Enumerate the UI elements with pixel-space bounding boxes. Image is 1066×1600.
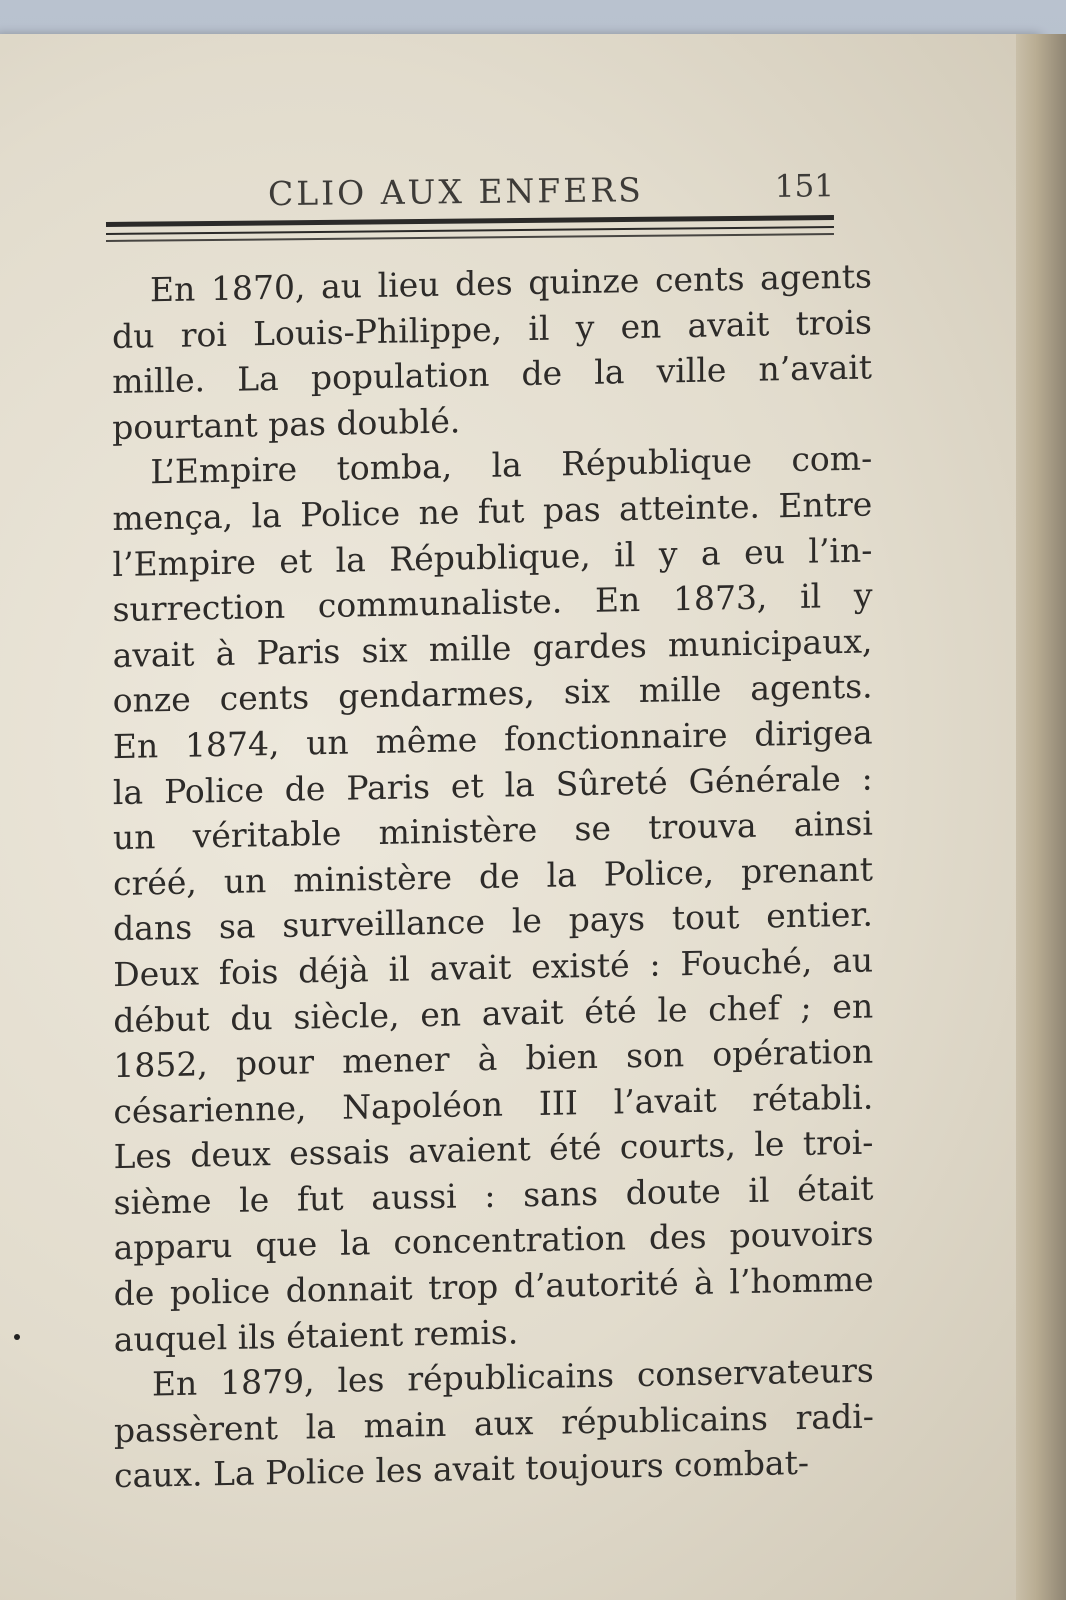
text-line: caux. La Police les avait toujours combat- xyxy=(114,1443,810,1496)
text-line: un véritable ministère se trouva ainsi xyxy=(112,803,873,858)
text-line: En 1879, les républicains conservateurs xyxy=(151,1350,874,1404)
text-line: sième le fut aussi : sans doute il était xyxy=(113,1168,874,1223)
running-title: CLIO AUX ENFERS xyxy=(267,170,644,214)
paragraph xyxy=(112,436,873,1363)
text-line: surrection communaliste. En 1873, il y xyxy=(112,575,873,630)
text-line: Les deux essais avaient été courts, le troi- xyxy=(113,1122,874,1177)
text-line: auquel ils étaient remis. xyxy=(113,1312,519,1359)
margin-mark xyxy=(14,1334,20,1340)
text-line: l’Empire et la République, il y a eu l’in- xyxy=(112,530,873,584)
page-edge-shadow xyxy=(1016,34,1066,1600)
text-line: mille. La population de la ville n’avait xyxy=(112,347,873,402)
running-header xyxy=(108,164,838,222)
text-line: créé, un ministère de la Police, prenant xyxy=(113,849,873,903)
text-line: onze cents gendarmes, six mille agents. xyxy=(112,666,873,721)
text-line: L’Empire tomba, la République com- xyxy=(150,438,873,492)
text-line: passèrent la main aux républicains radi- xyxy=(113,1396,874,1451)
text-line: césarienne, Napoléon III l’avait rétabli. xyxy=(113,1077,874,1131)
text-line: apparu que la concentration des pouvoirs xyxy=(113,1214,874,1268)
body-text xyxy=(112,253,874,1499)
text-line: En 1870, au lieu des quinze cents agents xyxy=(149,256,872,310)
text-line: En 1874, un même fonctionnaire dirigea xyxy=(112,712,873,767)
text-line: dans sa surveillance le pays tout entier. xyxy=(113,894,874,949)
text-line: de police donnait trop d’autorité à l’homme xyxy=(113,1259,874,1314)
page-number: 151 xyxy=(774,168,835,205)
paragraph xyxy=(114,1348,874,1499)
text-line: Deux fois déjà il avait existé : Fouché, au xyxy=(113,940,874,995)
text-line: mença, la Police ne fut pas atteinte. Entre xyxy=(112,484,873,539)
text-line: du roi Louis-Philippe, il y en avait trois xyxy=(112,302,873,356)
paragraph xyxy=(112,253,872,450)
text-line: avait à Paris six mille gardes municipaux, xyxy=(112,621,873,675)
text-line: début du siècle, en avait été le chef ; en xyxy=(113,986,874,1040)
text-line: la Police de Paris et la Sûreté Générale : xyxy=(112,758,873,812)
text-line: 1852, pour mener à bien son opération xyxy=(113,1031,874,1086)
text-line: pourtant pas doublé. xyxy=(112,401,461,447)
